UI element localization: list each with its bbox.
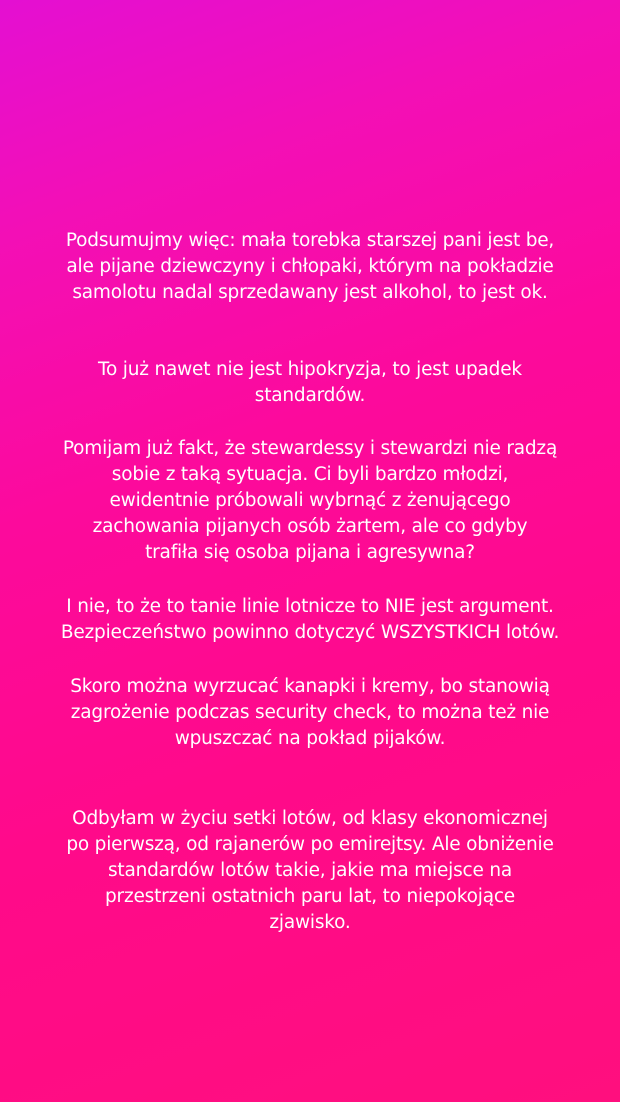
story-paragraph-experience: Odbyłam w życiu setki lotów, od klasy ekonomicznej po pierwszą, od rajanerów po emirejtsy. Ale obniżenie standardów lotów takie, jakie ma miejsce na przestrzeni ostatnich paru lat, to niepokojące zjawisko. — [66, 808, 554, 933]
story-paragraph-summary: Podsumujmy więc: mała torebka starszej pani jest be, ale pijane dziewczyny i chłopaki, którym na pokładzie samolotu nadal sprzedawany jest alkohol, to jest ok. — [65, 230, 555, 303]
story-paragraph-low-cost: I nie, to że to tanie linie lotnicze to NIE jest argument. Bezpieczeństwo powinno dotyczyć WSZYSTKICH lotów. — [60, 596, 560, 643]
story-paragraph-security: Skoro można wyrzucać kanapki i kremy, bo stanowią zagrożenie podczas security check, to można też nie wpuszczać na pokład pijaków. — [70, 676, 550, 749]
story-paragraph-crew: Pomijam już fakt, że stewardessy i stewardzi nie radzą sobie z taką sytuacja. Ci byli bardzo młodzi, ewidentnie próbowali wybrnąć z żenującego zachowania pijanych osób żartem, ale co gdyby trafiła się osoba pijana i agresywna? — [62, 438, 558, 563]
story-paragraph-hypocrisy: To już nawet nie jest hipokryzja, to jest upadek standardów. — [98, 359, 522, 406]
